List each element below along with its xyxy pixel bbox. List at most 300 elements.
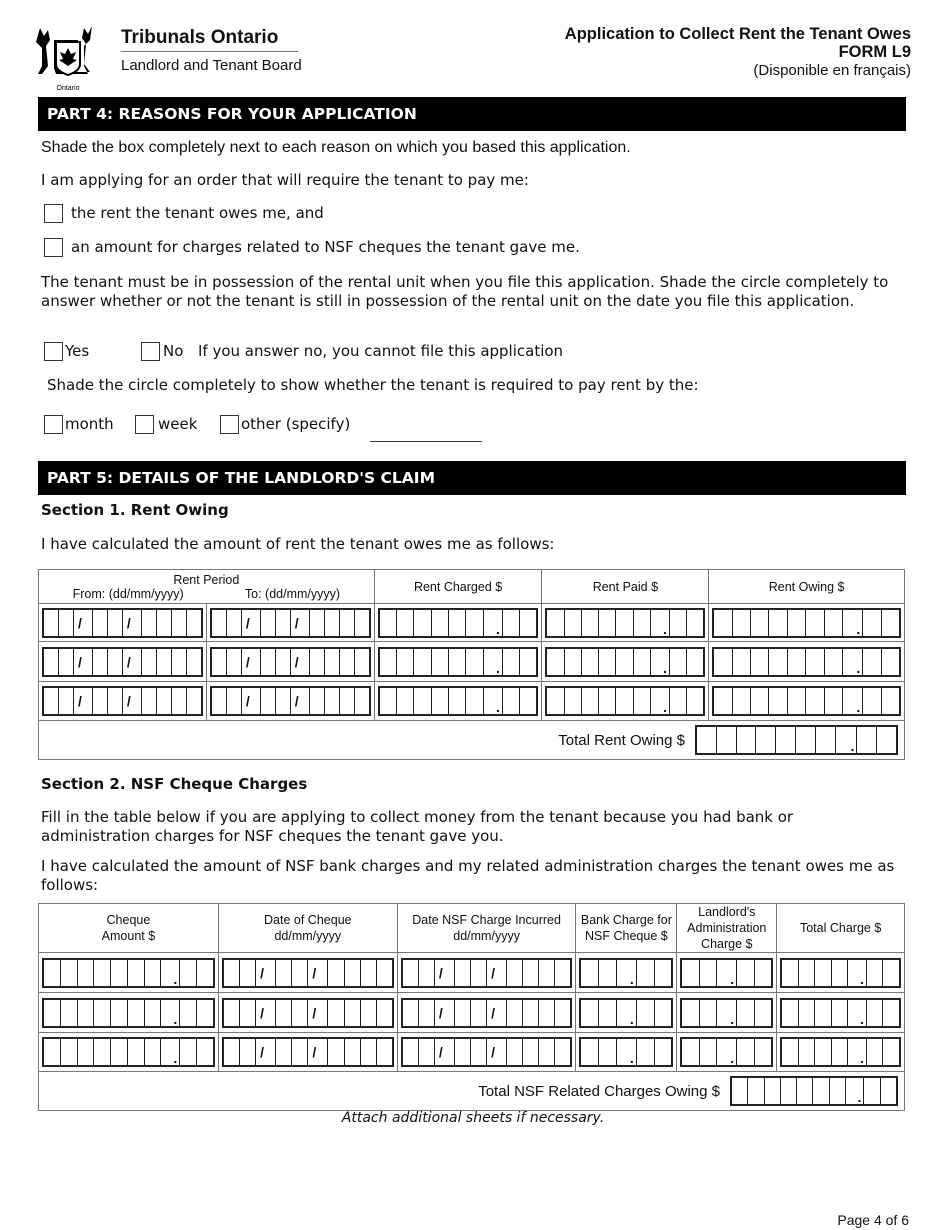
comb-cell[interactable]: / bbox=[435, 1039, 455, 1065]
comb-cell[interactable] bbox=[449, 688, 466, 714]
comb-cell[interactable]: / bbox=[74, 649, 93, 675]
comb-cell[interactable] bbox=[882, 610, 899, 636]
comb-cell[interactable] bbox=[180, 1000, 197, 1026]
comb-cell[interactable] bbox=[755, 960, 772, 986]
comb-cell[interactable] bbox=[751, 688, 769, 714]
comb-cell[interactable] bbox=[78, 1039, 95, 1065]
comb-cell[interactable] bbox=[292, 960, 308, 986]
comb-cell[interactable] bbox=[187, 688, 201, 714]
cheque-date-field[interactable] bbox=[222, 958, 394, 988]
comb-cell[interactable]: / bbox=[256, 1000, 276, 1026]
comb-cell[interactable] bbox=[108, 649, 123, 675]
comb-cell[interactable] bbox=[806, 688, 824, 714]
comb-cell[interactable]: . bbox=[717, 1039, 737, 1065]
comb-cell[interactable] bbox=[355, 649, 369, 675]
comb-cell[interactable] bbox=[815, 1000, 832, 1026]
comb-cell[interactable] bbox=[355, 610, 369, 636]
comb-cell[interactable]: . bbox=[161, 960, 180, 986]
comb-cell[interactable] bbox=[142, 649, 157, 675]
comb-cell[interactable] bbox=[292, 1039, 308, 1065]
rent-paid-field[interactable] bbox=[545, 686, 705, 716]
comb-cell[interactable] bbox=[310, 688, 325, 714]
comb-cell[interactable] bbox=[212, 688, 227, 714]
comb-cell[interactable] bbox=[240, 1039, 256, 1065]
comb-cell[interactable] bbox=[867, 960, 884, 986]
comb-cell[interactable] bbox=[581, 1039, 599, 1065]
comb-cell[interactable]: / bbox=[308, 1000, 328, 1026]
comb-cell[interactable] bbox=[111, 1000, 128, 1026]
comb-cell[interactable] bbox=[397, 649, 414, 675]
comb-cell[interactable] bbox=[825, 688, 843, 714]
comb-cell[interactable] bbox=[769, 649, 787, 675]
comb-cell[interactable] bbox=[733, 688, 751, 714]
comb-cell[interactable]: . bbox=[843, 688, 863, 714]
comb-cell[interactable] bbox=[261, 649, 276, 675]
comb-cell[interactable]: . bbox=[651, 610, 670, 636]
comb-cell[interactable] bbox=[881, 1078, 896, 1104]
comb-cell[interactable] bbox=[523, 960, 539, 986]
comb-cell[interactable] bbox=[616, 649, 633, 675]
comb-cell[interactable] bbox=[832, 1039, 849, 1065]
comb-cell[interactable] bbox=[224, 1000, 240, 1026]
rent-charged-field[interactable] bbox=[378, 608, 539, 638]
comb-cell[interactable] bbox=[377, 1000, 392, 1026]
from-date-field[interactable] bbox=[42, 647, 203, 677]
comb-cell[interactable] bbox=[145, 960, 162, 986]
comb-cell[interactable] bbox=[44, 649, 59, 675]
comb-cell[interactable] bbox=[276, 960, 292, 986]
comb-cell[interactable] bbox=[816, 727, 836, 753]
comb-cell[interactable] bbox=[751, 610, 769, 636]
cheque-amount-field[interactable] bbox=[42, 998, 215, 1028]
comb-cell[interactable] bbox=[403, 960, 419, 986]
comb-cell[interactable]: . bbox=[848, 960, 867, 986]
comb-cell[interactable] bbox=[687, 610, 703, 636]
comb-cell[interactable] bbox=[520, 649, 536, 675]
yes-checkbox[interactable] bbox=[44, 342, 63, 361]
comb-cell[interactable] bbox=[197, 1000, 213, 1026]
comb-cell[interactable] bbox=[539, 960, 555, 986]
comb-cell[interactable] bbox=[419, 960, 435, 986]
comb-cell[interactable] bbox=[796, 727, 816, 753]
comb-cell[interactable] bbox=[432, 649, 449, 675]
comb-cell[interactable] bbox=[830, 1078, 846, 1104]
comb-cell[interactable] bbox=[59, 610, 74, 636]
comb-cell[interactable] bbox=[345, 1039, 361, 1065]
comb-cell[interactable] bbox=[565, 610, 582, 636]
comb-cell[interactable] bbox=[227, 610, 242, 636]
cheque-date-field[interactable] bbox=[222, 998, 394, 1028]
other-specify-input[interactable] bbox=[370, 423, 482, 442]
comb-cell[interactable] bbox=[361, 1039, 377, 1065]
comb-cell[interactable] bbox=[276, 1039, 292, 1065]
comb-cell[interactable] bbox=[714, 649, 732, 675]
comb-cell[interactable] bbox=[520, 688, 536, 714]
comb-cell[interactable] bbox=[128, 1039, 145, 1065]
comb-cell[interactable] bbox=[717, 727, 737, 753]
comb-cell[interactable] bbox=[292, 1000, 308, 1026]
comb-cell[interactable] bbox=[227, 649, 242, 675]
comb-cell[interactable] bbox=[145, 1000, 162, 1026]
cheque-amount-field[interactable] bbox=[42, 1037, 215, 1067]
comb-cell[interactable] bbox=[697, 727, 717, 753]
comb-cell[interactable] bbox=[555, 1039, 570, 1065]
comb-cell[interactable]: / bbox=[308, 1039, 328, 1065]
comb-cell[interactable] bbox=[128, 960, 145, 986]
comb-cell[interactable] bbox=[776, 727, 796, 753]
comb-cell[interactable] bbox=[345, 1000, 361, 1026]
cheque-amount-field[interactable] bbox=[42, 958, 215, 988]
comb-cell[interactable] bbox=[634, 610, 651, 636]
comb-cell[interactable] bbox=[883, 1000, 899, 1026]
comb-cell[interactable] bbox=[44, 1000, 61, 1026]
comb-cell[interactable] bbox=[788, 688, 806, 714]
rent-owing-field[interactable] bbox=[712, 686, 901, 716]
comb-cell[interactable]: / bbox=[256, 1039, 276, 1065]
comb-cell[interactable] bbox=[765, 1078, 781, 1104]
comb-cell[interactable] bbox=[782, 1039, 799, 1065]
comb-cell[interactable] bbox=[877, 727, 896, 753]
comb-cell[interactable] bbox=[44, 688, 59, 714]
comb-cell[interactable] bbox=[94, 1000, 111, 1026]
comb-cell[interactable]: / bbox=[291, 610, 310, 636]
comb-cell[interactable] bbox=[655, 960, 672, 986]
comb-cell[interactable] bbox=[187, 649, 201, 675]
comb-cell[interactable] bbox=[813, 1078, 829, 1104]
comb-cell[interactable] bbox=[806, 649, 824, 675]
comb-cell[interactable] bbox=[582, 649, 599, 675]
comb-cell[interactable] bbox=[449, 649, 466, 675]
no-checkbox[interactable] bbox=[141, 342, 160, 361]
comb-cell[interactable] bbox=[687, 649, 703, 675]
comb-cell[interactable] bbox=[547, 610, 564, 636]
comb-cell[interactable] bbox=[520, 610, 536, 636]
comb-cell[interactable] bbox=[466, 610, 483, 636]
comb-cell[interactable]: / bbox=[291, 649, 310, 675]
comb-cell[interactable]: . bbox=[484, 688, 503, 714]
comb-cell[interactable] bbox=[815, 1039, 832, 1065]
comb-cell[interactable] bbox=[832, 960, 849, 986]
cheque-date-field[interactable] bbox=[222, 1037, 394, 1067]
comb-cell[interactable] bbox=[93, 649, 108, 675]
comb-cell[interactable] bbox=[471, 1039, 487, 1065]
from-date-field[interactable] bbox=[42, 608, 203, 638]
comb-cell[interactable] bbox=[361, 960, 377, 986]
comb-cell[interactable] bbox=[157, 688, 172, 714]
comb-cell[interactable] bbox=[769, 688, 787, 714]
comb-cell[interactable] bbox=[449, 610, 466, 636]
to-date-field[interactable] bbox=[210, 608, 371, 638]
comb-cell[interactable] bbox=[128, 1000, 145, 1026]
comb-cell[interactable] bbox=[310, 649, 325, 675]
comb-cell[interactable] bbox=[882, 688, 899, 714]
comb-cell[interactable]: / bbox=[242, 610, 261, 636]
comb-cell[interactable] bbox=[380, 649, 397, 675]
comb-cell[interactable] bbox=[455, 1000, 471, 1026]
comb-cell[interactable] bbox=[539, 1000, 555, 1026]
comb-cell[interactable]: . bbox=[161, 1039, 180, 1065]
comb-cell[interactable] bbox=[419, 1000, 435, 1026]
comb-cell[interactable] bbox=[751, 649, 769, 675]
comb-cell[interactable] bbox=[806, 610, 824, 636]
comb-cell[interactable] bbox=[863, 649, 881, 675]
week-checkbox[interactable] bbox=[135, 415, 154, 434]
comb-cell[interactable]: / bbox=[487, 1039, 507, 1065]
nsf-date-field[interactable] bbox=[401, 998, 573, 1028]
comb-cell[interactable] bbox=[340, 610, 355, 636]
comb-cell[interactable] bbox=[616, 610, 633, 636]
comb-cell[interactable]: / bbox=[123, 688, 142, 714]
comb-cell[interactable] bbox=[523, 1000, 539, 1026]
comb-cell[interactable] bbox=[142, 610, 157, 636]
comb-cell[interactable] bbox=[864, 1078, 880, 1104]
comb-cell[interactable] bbox=[714, 688, 732, 714]
comb-cell[interactable] bbox=[145, 1039, 162, 1065]
comb-cell[interactable] bbox=[788, 649, 806, 675]
comb-cell[interactable] bbox=[755, 1039, 772, 1065]
comb-cell[interactable]: / bbox=[123, 649, 142, 675]
comb-cell[interactable] bbox=[419, 1039, 435, 1065]
comb-cell[interactable]: . bbox=[651, 649, 670, 675]
admin-charge-field[interactable] bbox=[680, 1037, 773, 1067]
total-rent-owing-field[interactable] bbox=[695, 725, 898, 755]
comb-cell[interactable]: . bbox=[836, 727, 858, 753]
comb-cell[interactable]: . bbox=[617, 960, 637, 986]
comb-cell[interactable] bbox=[503, 688, 520, 714]
comb-cell[interactable] bbox=[361, 1000, 377, 1026]
comb-cell[interactable] bbox=[700, 960, 718, 986]
comb-cell[interactable] bbox=[682, 960, 700, 986]
comb-cell[interactable] bbox=[599, 649, 616, 675]
comb-cell[interactable] bbox=[261, 688, 276, 714]
nsf-date-field[interactable] bbox=[401, 1037, 573, 1067]
comb-cell[interactable] bbox=[832, 1000, 849, 1026]
comb-cell[interactable] bbox=[224, 960, 240, 986]
comb-cell[interactable] bbox=[377, 960, 392, 986]
comb-cell[interactable] bbox=[737, 1000, 755, 1026]
comb-cell[interactable]: . bbox=[846, 1078, 864, 1104]
comb-cell[interactable] bbox=[503, 649, 520, 675]
comb-cell[interactable] bbox=[187, 610, 201, 636]
comb-cell[interactable] bbox=[539, 1039, 555, 1065]
comb-cell[interactable] bbox=[797, 1078, 813, 1104]
comb-cell[interactable] bbox=[863, 688, 881, 714]
comb-cell[interactable] bbox=[157, 649, 172, 675]
comb-cell[interactable] bbox=[466, 688, 483, 714]
comb-cell[interactable] bbox=[59, 649, 74, 675]
admin-charge-field[interactable] bbox=[680, 998, 773, 1028]
comb-cell[interactable] bbox=[44, 1039, 61, 1065]
comb-cell[interactable] bbox=[655, 1000, 672, 1026]
comb-cell[interactable] bbox=[44, 960, 61, 986]
comb-cell[interactable] bbox=[432, 688, 449, 714]
comb-cell[interactable] bbox=[61, 1000, 78, 1026]
comb-cell[interactable] bbox=[670, 688, 687, 714]
comb-cell[interactable] bbox=[555, 960, 570, 986]
comb-cell[interactable] bbox=[507, 1039, 523, 1065]
admin-charge-field[interactable] bbox=[680, 958, 773, 988]
comb-cell[interactable] bbox=[276, 688, 291, 714]
comb-cell[interactable]: / bbox=[487, 960, 507, 986]
comb-cell[interactable] bbox=[180, 960, 197, 986]
rent-owing-field[interactable] bbox=[712, 647, 901, 677]
reason-rent-checkbox[interactable] bbox=[44, 204, 63, 223]
comb-cell[interactable] bbox=[59, 688, 74, 714]
comb-cell[interactable] bbox=[44, 610, 59, 636]
comb-cell[interactable] bbox=[815, 960, 832, 986]
comb-cell[interactable] bbox=[788, 610, 806, 636]
comb-cell[interactable] bbox=[863, 610, 881, 636]
bank-charge-field[interactable] bbox=[579, 998, 673, 1028]
comb-cell[interactable] bbox=[61, 1039, 78, 1065]
comb-cell[interactable] bbox=[637, 960, 655, 986]
comb-cell[interactable] bbox=[157, 610, 172, 636]
comb-cell[interactable]: . bbox=[617, 1039, 637, 1065]
comb-cell[interactable] bbox=[111, 960, 128, 986]
comb-cell[interactable]: / bbox=[256, 960, 276, 986]
comb-cell[interactable] bbox=[328, 960, 344, 986]
comb-cell[interactable] bbox=[340, 688, 355, 714]
comb-cell[interactable] bbox=[172, 688, 187, 714]
comb-cell[interactable] bbox=[565, 649, 582, 675]
comb-cell[interactable] bbox=[377, 1039, 392, 1065]
comb-cell[interactable] bbox=[769, 610, 787, 636]
comb-cell[interactable] bbox=[782, 960, 799, 986]
comb-cell[interactable]: . bbox=[717, 1000, 737, 1026]
comb-cell[interactable] bbox=[637, 1039, 655, 1065]
comb-cell[interactable] bbox=[240, 960, 256, 986]
comb-cell[interactable] bbox=[733, 649, 751, 675]
comb-cell[interactable] bbox=[78, 1000, 95, 1026]
comb-cell[interactable] bbox=[670, 649, 687, 675]
comb-cell[interactable] bbox=[507, 1000, 523, 1026]
reason-nsf-checkbox[interactable] bbox=[44, 238, 63, 257]
comb-cell[interactable] bbox=[212, 649, 227, 675]
comb-cell[interactable] bbox=[700, 1039, 718, 1065]
comb-cell[interactable] bbox=[61, 960, 78, 986]
comb-cell[interactable]: / bbox=[242, 649, 261, 675]
month-checkbox[interactable] bbox=[44, 415, 63, 434]
comb-cell[interactable] bbox=[655, 1039, 672, 1065]
comb-cell[interactable] bbox=[328, 1000, 344, 1026]
comb-cell[interactable] bbox=[547, 688, 564, 714]
comb-cell[interactable] bbox=[325, 688, 340, 714]
comb-cell[interactable] bbox=[599, 1039, 617, 1065]
comb-cell[interactable]: / bbox=[291, 688, 310, 714]
comb-cell[interactable] bbox=[748, 1078, 764, 1104]
comb-cell[interactable] bbox=[310, 610, 325, 636]
comb-cell[interactable] bbox=[755, 1000, 772, 1026]
comb-cell[interactable] bbox=[883, 1039, 899, 1065]
rent-paid-field[interactable] bbox=[545, 647, 705, 677]
comb-cell[interactable] bbox=[455, 960, 471, 986]
comb-cell[interactable] bbox=[547, 649, 564, 675]
comb-cell[interactable] bbox=[581, 1000, 599, 1026]
total-nsf-field[interactable] bbox=[730, 1076, 898, 1106]
comb-cell[interactable] bbox=[78, 960, 95, 986]
comb-cell[interactable] bbox=[599, 610, 616, 636]
comb-cell[interactable]: . bbox=[617, 1000, 637, 1026]
comb-cell[interactable] bbox=[867, 1000, 884, 1026]
comb-cell[interactable] bbox=[108, 688, 123, 714]
comb-cell[interactable] bbox=[799, 960, 816, 986]
comb-cell[interactable] bbox=[325, 610, 340, 636]
comb-cell[interactable] bbox=[523, 1039, 539, 1065]
nsf-date-field[interactable] bbox=[401, 958, 573, 988]
comb-cell[interactable] bbox=[599, 960, 617, 986]
comb-cell[interactable] bbox=[616, 688, 633, 714]
comb-cell[interactable] bbox=[581, 960, 599, 986]
comb-cell[interactable] bbox=[397, 688, 414, 714]
comb-cell[interactable] bbox=[714, 610, 732, 636]
comb-cell[interactable] bbox=[781, 1078, 797, 1104]
comb-cell[interactable] bbox=[380, 688, 397, 714]
comb-cell[interactable] bbox=[883, 960, 899, 986]
comb-cell[interactable] bbox=[380, 610, 397, 636]
comb-cell[interactable] bbox=[355, 688, 369, 714]
comb-cell[interactable] bbox=[224, 1039, 240, 1065]
comb-cell[interactable]: / bbox=[123, 610, 142, 636]
from-date-field[interactable] bbox=[42, 686, 203, 716]
to-date-field[interactable] bbox=[210, 647, 371, 677]
comb-cell[interactable] bbox=[599, 688, 616, 714]
comb-cell[interactable] bbox=[240, 1000, 256, 1026]
comb-cell[interactable] bbox=[507, 960, 523, 986]
rent-paid-field[interactable] bbox=[545, 608, 705, 638]
comb-cell[interactable] bbox=[94, 960, 111, 986]
comb-cell[interactable]: . bbox=[717, 960, 737, 986]
comb-cell[interactable] bbox=[172, 649, 187, 675]
comb-cell[interactable] bbox=[634, 688, 651, 714]
comb-cell[interactable]: / bbox=[435, 1000, 455, 1026]
comb-cell[interactable] bbox=[172, 610, 187, 636]
to-date-field[interactable] bbox=[210, 686, 371, 716]
comb-cell[interactable] bbox=[212, 610, 227, 636]
comb-cell[interactable] bbox=[108, 610, 123, 636]
comb-cell[interactable] bbox=[471, 960, 487, 986]
comb-cell[interactable] bbox=[682, 1039, 700, 1065]
comb-cell[interactable] bbox=[227, 688, 242, 714]
comb-cell[interactable] bbox=[732, 1078, 748, 1104]
comb-cell[interactable]: / bbox=[74, 610, 93, 636]
comb-cell[interactable] bbox=[93, 610, 108, 636]
comb-cell[interactable] bbox=[197, 1039, 213, 1065]
rent-charged-field[interactable] bbox=[378, 647, 539, 677]
bank-charge-field[interactable] bbox=[579, 1037, 673, 1067]
comb-cell[interactable] bbox=[455, 1039, 471, 1065]
comb-cell[interactable] bbox=[799, 1039, 816, 1065]
comb-cell[interactable]: / bbox=[308, 960, 328, 986]
comb-cell[interactable] bbox=[555, 1000, 570, 1026]
comb-cell[interactable]: . bbox=[484, 649, 503, 675]
comb-cell[interactable]: . bbox=[848, 1039, 867, 1065]
comb-cell[interactable] bbox=[634, 649, 651, 675]
comb-cell[interactable] bbox=[276, 1000, 292, 1026]
comb-cell[interactable] bbox=[599, 1000, 617, 1026]
comb-cell[interactable]: . bbox=[161, 1000, 180, 1026]
rent-charged-field[interactable] bbox=[378, 686, 539, 716]
other-checkbox[interactable] bbox=[220, 415, 239, 434]
comb-cell[interactable] bbox=[142, 688, 157, 714]
comb-cell[interactable] bbox=[737, 1039, 755, 1065]
comb-cell[interactable] bbox=[700, 1000, 718, 1026]
comb-cell[interactable]: / bbox=[242, 688, 261, 714]
total-charge-field[interactable] bbox=[780, 1037, 901, 1067]
total-charge-field[interactable] bbox=[780, 998, 901, 1028]
comb-cell[interactable] bbox=[325, 649, 340, 675]
comb-cell[interactable] bbox=[737, 960, 755, 986]
comb-cell[interactable]: . bbox=[843, 649, 863, 675]
